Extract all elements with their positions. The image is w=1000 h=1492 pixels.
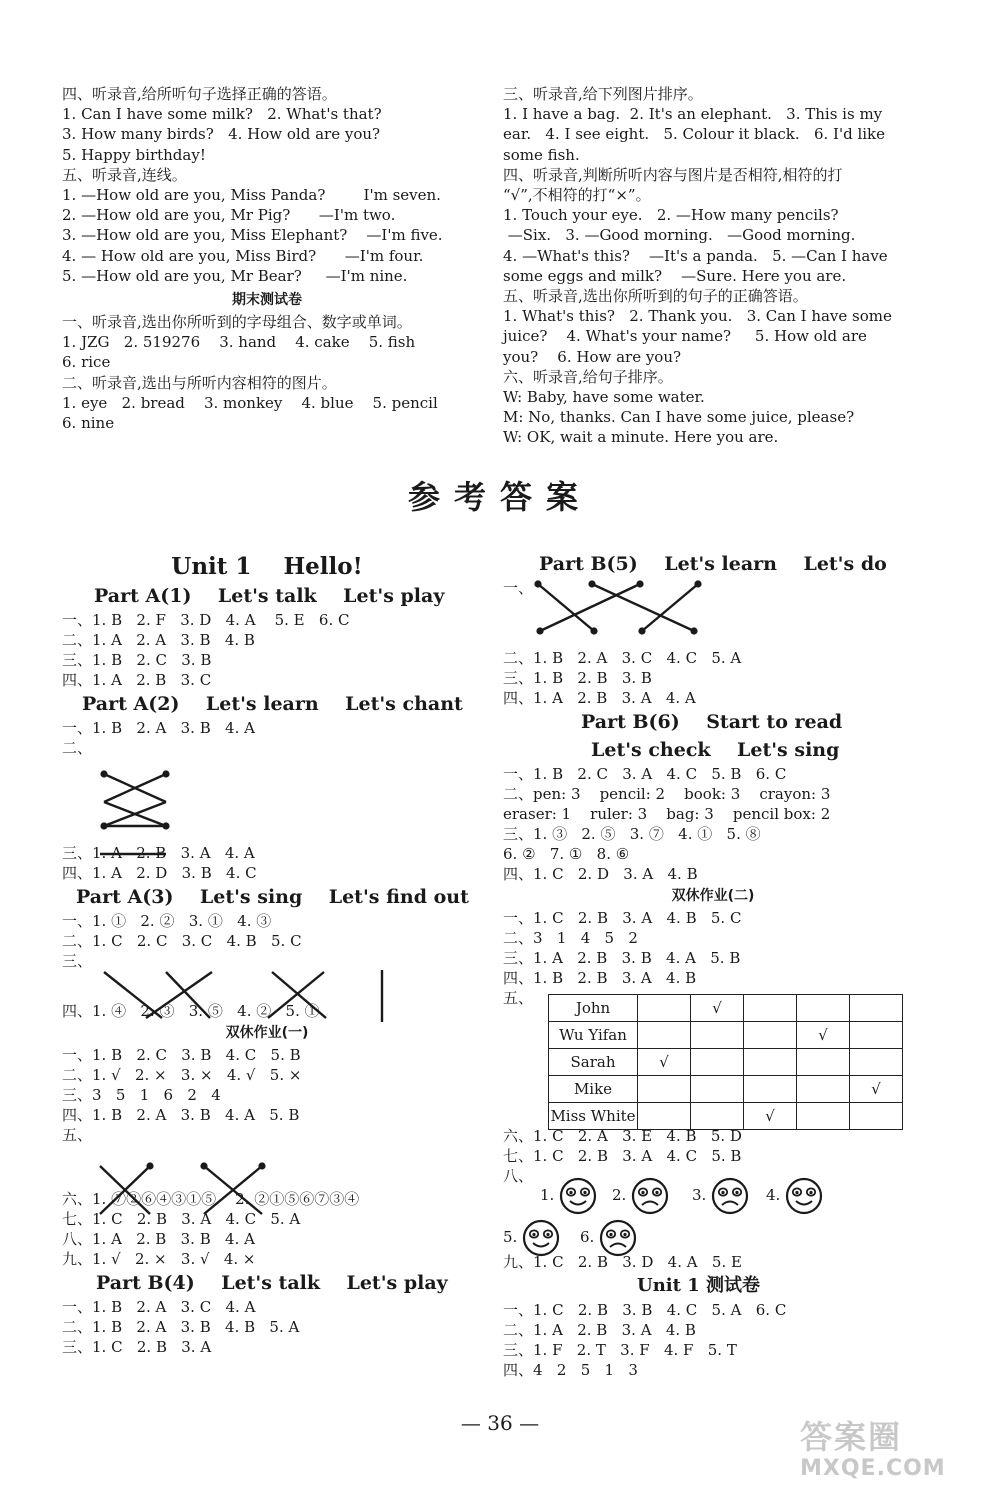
- match-dot: [164, 772, 169, 777]
- text-line: you? 6. How are you?: [503, 347, 682, 366]
- section-heading: Part A(1) Let's talk Let's play: [94, 585, 445, 607]
- answer-line: 一、1. B 2. A 3. B 4. A: [62, 719, 255, 737]
- answer-line: 二、1. C 2. C 3. C 4. B 5. C: [62, 932, 302, 950]
- answer-line: 三、1. A 2. B 3. B 4. A 5. B: [503, 949, 741, 967]
- match-dot: [102, 824, 107, 829]
- text-line: 1. What's this? 2. Thank you. 3. Can I have some: [503, 307, 892, 326]
- text-line: some fish.: [503, 145, 580, 164]
- sad-face-icon: [710, 1176, 750, 1216]
- table-check-cell: [638, 995, 691, 1022]
- table-check-cell: [691, 1022, 744, 1049]
- text-line: 3. How many birds? 4. How old are you?: [62, 125, 381, 144]
- answer-line: 八、1. A 2. B 3. B 4. A: [62, 1230, 255, 1248]
- page-number: — 36 —: [460, 1411, 540, 1435]
- section-heading: Part A(2) Let's learn Let's chant: [82, 693, 463, 715]
- section-heading: 双休作业(一): [225, 1025, 309, 1041]
- answer-line: 六、1. ⑦②⑥④③①⑤ 2. ②①⑤⑥⑦③④: [62, 1190, 360, 1208]
- match-lines-a3: [104, 970, 382, 1022]
- unit-title: Unit 1 Hello!: [171, 553, 363, 580]
- match-line: [104, 972, 162, 1018]
- section-heading: Part B(6) Start to read: [581, 711, 843, 733]
- text-line: ear. 4. I see eight. 5. Colour it black. 6. I'd like: [503, 125, 886, 144]
- table-check-cell: [797, 1103, 850, 1130]
- text-line: 五、听录音,连线。: [62, 165, 187, 184]
- table-check-cell: √: [850, 1076, 903, 1103]
- table-name-cell: Sarah: [549, 1049, 638, 1076]
- answer-label: 一、: [503, 579, 534, 597]
- table-check-cell: [638, 1103, 691, 1130]
- face-number: 5.: [503, 1228, 518, 1246]
- answer-line: 九、1. √ 2. × 3. √ 4. ×: [62, 1250, 256, 1268]
- answer-line: 二、1. A 2. A 3. B 4. B: [62, 631, 255, 649]
- table-row: [549, 1076, 903, 1103]
- answer-line: 一、1. C 2. B 3. B 4. C 5. A 6. C: [503, 1301, 787, 1319]
- answer-line: 三、3 5 1 6 2 4: [62, 1086, 221, 1104]
- watermark-text: 答案圈: [800, 1418, 903, 1456]
- table-check-cell: √: [638, 1049, 691, 1076]
- match-dot: [148, 1164, 153, 1169]
- answer-line: 七、1. C 2. B 3. A 4. C 5. A: [62, 1210, 301, 1228]
- answer-line: 四、1. B 2. A 3. B 4. A 5. B: [62, 1106, 300, 1124]
- text-line: 1. I have a bag. 2. It's an elephant. 3. This is my: [503, 105, 883, 124]
- section-heading: Let's check Let's sing: [591, 739, 840, 761]
- table-check-cell: [638, 1076, 691, 1103]
- answer-line: 二、pen: 3 pencil: 2 book: 3 crayon: 3: [503, 785, 831, 803]
- answer-line: 四、1. C 2. D 3. A 4. B: [503, 865, 698, 883]
- table-name-cell: Wu Yifan: [549, 1022, 638, 1049]
- answer-line: 二、1. B 2. A 3. B 4. B 5. A: [62, 1318, 300, 1336]
- table-check-cell: [691, 1076, 744, 1103]
- table-check-cell: [797, 995, 850, 1022]
- answer-line: 二、1. √ 2. × 3. × 4. √ 5. ×: [62, 1066, 302, 1084]
- match-dot: [202, 1164, 207, 1169]
- answer-line: 四、1. A 2. B 3. C: [62, 671, 212, 689]
- text-line: 5. —How old are you, Mr Bear? —I'm nine.: [62, 266, 408, 285]
- section-heading: 双休作业(二): [671, 888, 755, 904]
- answer-line: 三、1. B 2. C 3. B: [62, 651, 212, 669]
- answer-line: 四、1. B 2. B 3. A 4. B: [503, 969, 697, 987]
- section-heading: Part A(3) Let's sing Let's find out: [76, 886, 469, 908]
- table-check-cell: [744, 1076, 797, 1103]
- answer-line: 一、1. B 2. C 3. A 4. C 5. B 6. C: [503, 765, 787, 783]
- text-line: 4. —What's this? —It's a panda. 5. —Can I have: [503, 246, 888, 265]
- answer-line: 6. ② 7. ① 8. ⑥: [503, 845, 630, 863]
- answer-line: 二、1. B 2. A 3. C 4. C 5. A: [503, 649, 742, 667]
- page-title: 参考答案: [407, 478, 592, 516]
- smiley-face-icon: [521, 1218, 561, 1258]
- text-line: 五、听录音,选出你所听到的句子的正确答语。: [503, 287, 808, 306]
- table-name-cell: Mike: [549, 1076, 638, 1103]
- answer-label: 八、: [503, 1167, 534, 1185]
- table-check-cell: √: [797, 1022, 850, 1049]
- table-row: [549, 995, 903, 1022]
- answer-line: 三、1. F 2. T 3. F 4. F 5. T: [503, 1341, 737, 1359]
- answer-line: 一、1. ① 2. ② 3. ① 4. ③: [62, 912, 272, 930]
- text-line: 5. Happy birthday!: [62, 145, 206, 164]
- text-line: some eggs and milk? —Sure. Here you are.: [503, 266, 847, 285]
- section-heading: Unit 1 测试卷: [637, 1275, 760, 1296]
- text-line: W: OK, wait a minute. Here you are.: [503, 428, 779, 447]
- table-check-cell: [797, 1076, 850, 1103]
- answer-line: 二、3 1 4 5 2: [503, 929, 638, 947]
- text-line: juice? 4. What's your name? 5. How old are: [503, 327, 867, 346]
- text-line: 1. JZG 2. 519276 3. hand 4. cake 5. fish: [62, 333, 416, 352]
- table-check-cell: [744, 995, 797, 1022]
- answer-line: 六、1. C 2. A 3. E 4. B 5. D: [503, 1127, 742, 1145]
- table-check-cell: √: [691, 995, 744, 1022]
- face-number: 3.: [692, 1186, 707, 1204]
- text-line: 六、听录音,给句子排序。: [503, 367, 673, 386]
- text-line: 1. eye 2. bread 3. monkey 4. blue 5. pencil: [62, 393, 438, 412]
- answer-line: 三、1. A 2. B 3. A 4. A: [62, 844, 255, 862]
- table-row: [549, 1103, 903, 1130]
- answer-line: 三、1. C 2. B 3. A: [62, 1338, 212, 1356]
- table-check-cell: [691, 1103, 744, 1130]
- table-check-cell: [797, 1049, 850, 1076]
- text-line: 四、听录音,给所听句子选择正确的答语。: [62, 85, 337, 103]
- answer-line: 三、1. ③ 2. ⑤ 3. ⑦ 4. ① 5. ⑧: [503, 825, 761, 843]
- match-line: [268, 972, 324, 1018]
- final-test-heading: 期末测试卷: [232, 292, 302, 309]
- match-lines-weekend1: [100, 1164, 264, 1214]
- answer-label: 五、: [503, 989, 534, 1007]
- right-answer-column: [503, 550, 923, 1380]
- text-line: M: No, thanks. Can I have some juice, please?: [503, 408, 855, 427]
- answer-line: 七、1. C 2. B 3. A 4. C 5. B: [503, 1147, 742, 1165]
- answer-line: 四、1. ④ 2. ③ 3. ⑤ 4. ② 5. ①: [62, 1002, 320, 1020]
- smiley-face-icon: [784, 1176, 824, 1216]
- answer-line: 一、1. C 2. B 3. A 4. B 5. C: [503, 909, 742, 927]
- answer-line: 九、1. C 2. B 3. D 4. A 5. E: [503, 1253, 742, 1271]
- answer-line: eraser: 1 ruler: 3 bag: 3 pencil box: 2: [503, 805, 831, 823]
- face-number: 2.: [612, 1186, 627, 1204]
- table-row: [549, 1049, 903, 1076]
- answer-line: 四、4 2 5 1 3: [503, 1361, 638, 1379]
- answer-label: 五、: [62, 1126, 93, 1144]
- check-table: [548, 994, 903, 1130]
- table-check-cell: [850, 995, 903, 1022]
- text-line: 二、听录音,选出与所听内容相符的图片。: [62, 373, 337, 392]
- text-line: —Six. 3. —Good morning. —Good morning.: [503, 226, 856, 245]
- table-check-cell: [691, 1049, 744, 1076]
- sad-face-icon: [630, 1176, 670, 1216]
- text-line: 3. —How old are you, Miss Elephant? —I'm five.: [62, 226, 443, 245]
- answer-line: 四、1. A 2. B 3. A 4. A: [503, 689, 696, 707]
- face-number: 1.: [540, 1186, 555, 1204]
- section-heading: Part B(4) Let's talk Let's play: [96, 1272, 448, 1294]
- watermark-url: MXQE.COM: [800, 1456, 946, 1481]
- text-line: 1. Can I have some milk? 2. What's that?: [62, 105, 382, 124]
- match-dot: [164, 824, 169, 829]
- face-number: 4.: [766, 1186, 781, 1204]
- match-line: [272, 972, 326, 1018]
- text-line: “√”,不相符的打“×”。: [503, 186, 651, 205]
- table-check-cell: [850, 1022, 903, 1049]
- text-line: 1. —How old are you, Miss Panda? I'm seven.: [62, 186, 441, 205]
- text-line: W: Baby, have some water.: [503, 388, 705, 407]
- table-check-cell: [744, 1022, 797, 1049]
- text-line: 6. rice: [62, 353, 111, 372]
- text-line: 4. — How old are you, Miss Bird? —I'm four.: [62, 246, 424, 265]
- table-check-cell: [850, 1103, 903, 1130]
- match-dot: [260, 1164, 265, 1169]
- text-line: 6. nine: [62, 414, 115, 433]
- answer-line: 四、1. A 2. D 3. B 4. C: [62, 864, 257, 882]
- answer-line: 二、1. A 2. B 3. A 4. B: [503, 1321, 696, 1339]
- text-line: 1. Touch your eye. 2. —How many pencils?: [503, 206, 839, 225]
- table-check-cell: [744, 1049, 797, 1076]
- table-check-cell: [850, 1049, 903, 1076]
- text-line: 四、听录音,判断所听内容与图片是否相符,相符的打: [503, 165, 843, 184]
- table-check-cell: √: [744, 1103, 797, 1130]
- answer-line: 三、1. B 2. B 3. B: [503, 669, 652, 687]
- table-check-cell: [638, 1022, 691, 1049]
- table-name-cell: John: [549, 995, 638, 1022]
- face-number: 6.: [580, 1228, 595, 1246]
- answer-label: 二、: [62, 739, 93, 757]
- table-name-cell: Miss White: [549, 1103, 638, 1130]
- watermark-logo: [800, 1418, 990, 1490]
- sad-face-icon: [598, 1218, 638, 1258]
- text-line: 2. —How old are you, Mr Pig? —I'm two.: [62, 206, 396, 225]
- answer-line: 一、1. B 2. C 3. B 4. C 5. B: [62, 1046, 301, 1064]
- smiley-face-icon: [558, 1176, 598, 1216]
- table-row: [549, 1022, 903, 1049]
- text-line: 一、听录音,选出你所听到的字母组合、数字或单词。: [62, 313, 412, 332]
- match-dot: [102, 772, 107, 777]
- answer-line: 一、1. B 2. A 3. C 4. A: [62, 1298, 256, 1316]
- answer-line: 一、1. B 2. F 3. D 4. A 5. E 6. C: [62, 611, 350, 629]
- match-lines-a2: [100, 772, 168, 854]
- answer-label: 三、: [62, 952, 93, 970]
- text-line: 三、听录音,给下列图片排序。: [503, 85, 703, 103]
- section-heading: Part B(5) Let's learn Let's do: [539, 553, 887, 575]
